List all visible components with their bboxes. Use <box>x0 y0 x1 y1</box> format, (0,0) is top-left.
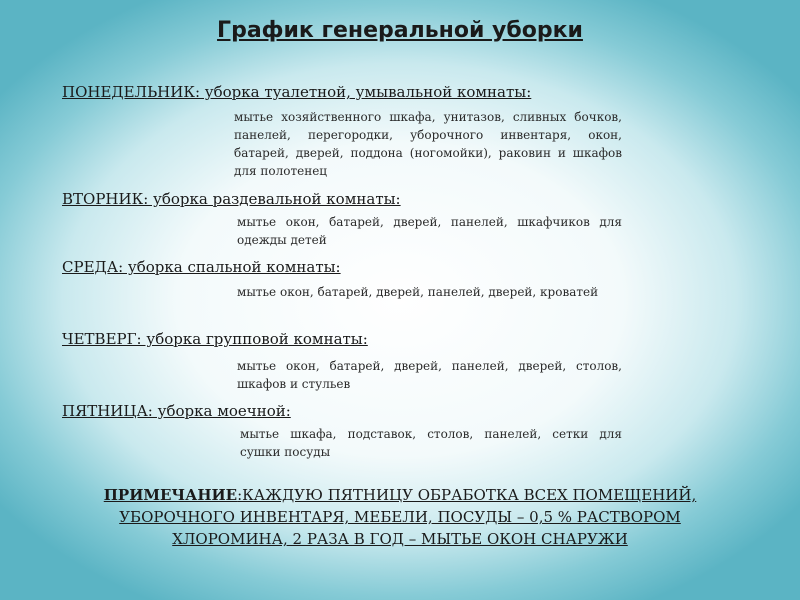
schedule-thursday <box>62 330 622 393</box>
day-heading: ЧЕТВЕРГ: уборка групповой комнаты: <box>62 330 368 348</box>
day-heading: СРЕДА: уборка спальной комнаты: <box>62 258 341 276</box>
note-text: :КАЖДУЮ ПЯТНИЦУ ОБРАБОТКА ВСЕХ ПОМЕЩЕНИЙ, УБОРОЧНОГО ИНВЕНТАРЯ, МЕБЕЛИ, ПОСУДЫ – 0,5 % РАСТВОРОМ ХЛОРОМИНА, 2 РАЗА В ГОД – МЫТЬЕ ОКОН СНАРУЖИ <box>119 486 697 548</box>
schedule-tuesday <box>62 190 622 249</box>
day-description: мытье окон, батарей, дверей, панелей, шкафчиков для одежды детей <box>237 215 622 247</box>
day-heading: ПОНЕДЕЛЬНИК: уборка туалетной, умывальной комнаты: <box>62 83 532 101</box>
note <box>60 484 740 550</box>
day-description: мытье окон, батарей, дверей, панелей, дверей, кроватей <box>237 285 599 299</box>
schedule-monday <box>62 83 622 180</box>
schedule-wednesday <box>62 258 622 301</box>
day-heading: ПЯТНИЦА: уборка моечной: <box>62 402 291 420</box>
day-description: мытье хозяйственного шкафа, унитазов, сливных бочков, панелей, перегородки, уборочного инвентаря, окон, батарей, дверей, поддона (ногомойки), раковин и шкафов для полотенец <box>234 110 622 178</box>
schedule-friday <box>62 402 622 461</box>
day-description: мытье окон, батарей, дверей, панелей, дверей, столов, шкафов и стульев <box>237 359 622 391</box>
day-heading: ВТОРНИК: уборка раздевальной комнаты: <box>62 190 401 208</box>
page-title: График генеральной уборки <box>217 18 583 43</box>
day-description: мытье шкафа, подставок, столов, панелей, сетки для сушки посуды <box>240 427 622 459</box>
note-label: ПРИМЕЧАНИЕ <box>103 486 238 504</box>
